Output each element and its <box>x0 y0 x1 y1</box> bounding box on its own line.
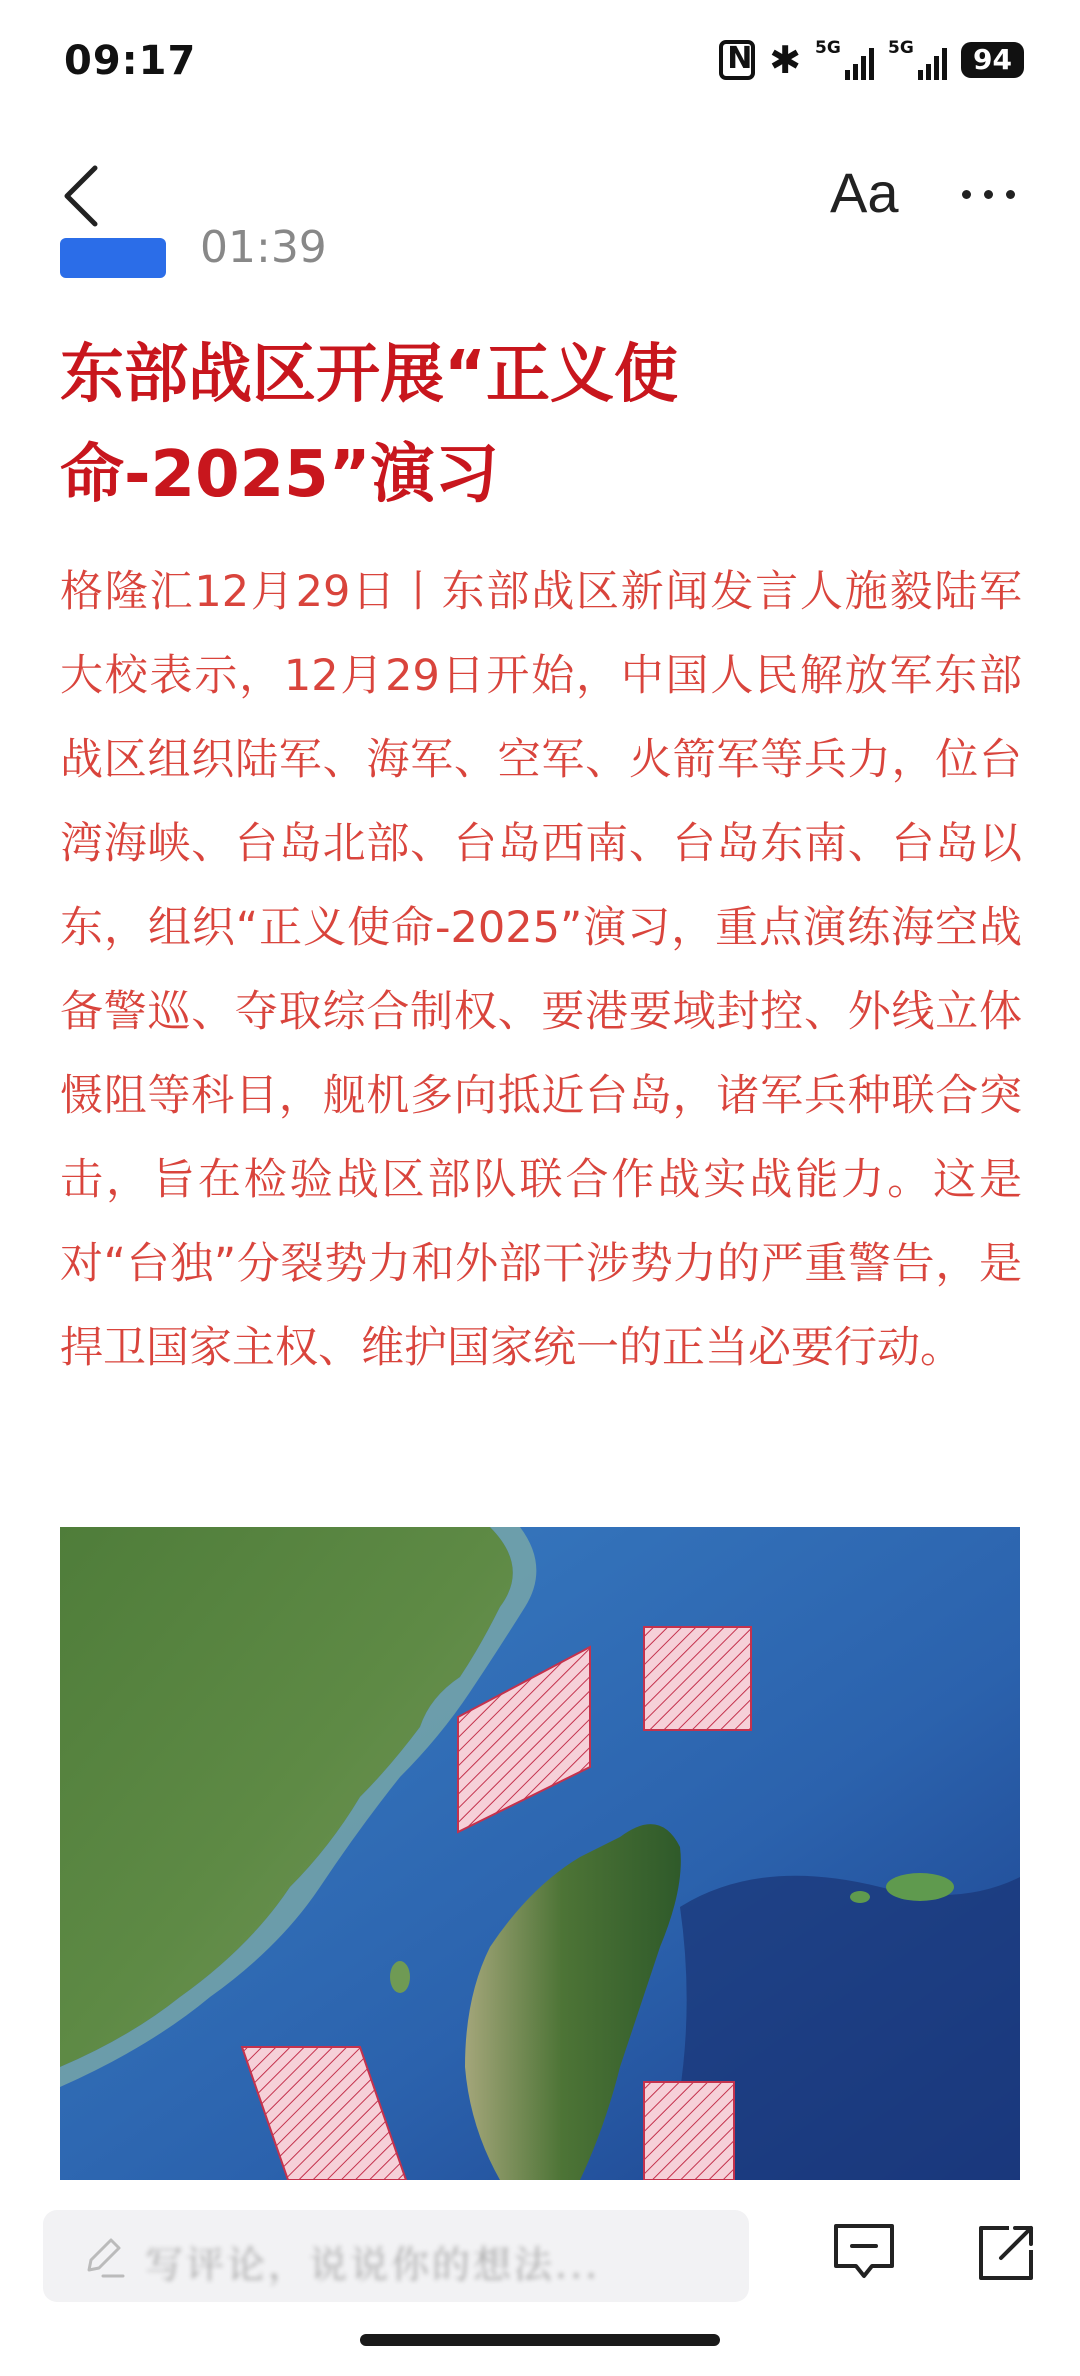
exercise-area-map[interactable] <box>60 1527 1020 2180</box>
battery-indicator: 94 <box>961 42 1024 78</box>
status-time: 09:17 <box>64 38 197 84</box>
nav-bar <box>0 140 1080 250</box>
home-indicator[interactable] <box>360 2334 720 2346</box>
chevron-left-icon <box>55 160 115 230</box>
status-icons <box>719 40 1024 80</box>
publish-time: 01:39 <box>200 222 327 273</box>
nfc-icon <box>719 40 755 80</box>
signal-5g-icon: 5G <box>888 40 947 80</box>
share-icon[interactable] <box>975 2220 1039 2284</box>
article-title <box>60 325 760 525</box>
bluetooth-icon: ✱ <box>769 38 802 82</box>
title-line-2: 命-2025”演习 <box>60 438 499 512</box>
comment-placeholder: 写评论，说说你的想法... <box>145 2243 601 2287</box>
article-meta <box>0 222 1080 282</box>
signal-5g-icon: 5G <box>815 40 874 80</box>
back-button[interactable] <box>55 160 115 230</box>
bottom-action-bar <box>0 2180 1080 2376</box>
exercise-zone-southeast <box>644 2082 734 2180</box>
pen-icon <box>81 2232 125 2282</box>
status-bar <box>0 0 1080 120</box>
font-size-button[interactable]: Aa <box>830 161 899 224</box>
ryukyu-island <box>886 1873 954 1901</box>
comment-input[interactable] <box>43 2210 749 2302</box>
article-lead-paragraph: 格隆汇12月29日丨东部战区新闻发言人施毅陆军大校表示，12月29日开始，中国人民解放军东部战区组织陆军、海军、空军、火箭军等兵力，位台湾海峡、台岛北部、台岛西南、台岛东南、台岛以东，组织“正义使命-2025”演习，重点演练海空战备警巡、夺取综合制权、要港要域封控、外线立体慑阻等科目，舰机多向抵近台岛，诸军兵种联合突击，旨在检验战区部队联合作战实战能力。这是对“台独”分裂势力和外部干涉势力的严重警告，是捍卫国家主权、维护国家统一的正当必要行动。 <box>60 567 1022 1373</box>
exercise-zone-north <box>644 1627 751 1730</box>
more-button[interactable] <box>962 190 1015 199</box>
penghu-island <box>390 1961 410 1993</box>
title-line-1: 东部战区开展“正义使 <box>60 338 679 412</box>
source-badge <box>60 238 166 278</box>
comment-icon[interactable] <box>830 2220 898 2284</box>
more-horizontal-icon <box>962 190 971 199</box>
